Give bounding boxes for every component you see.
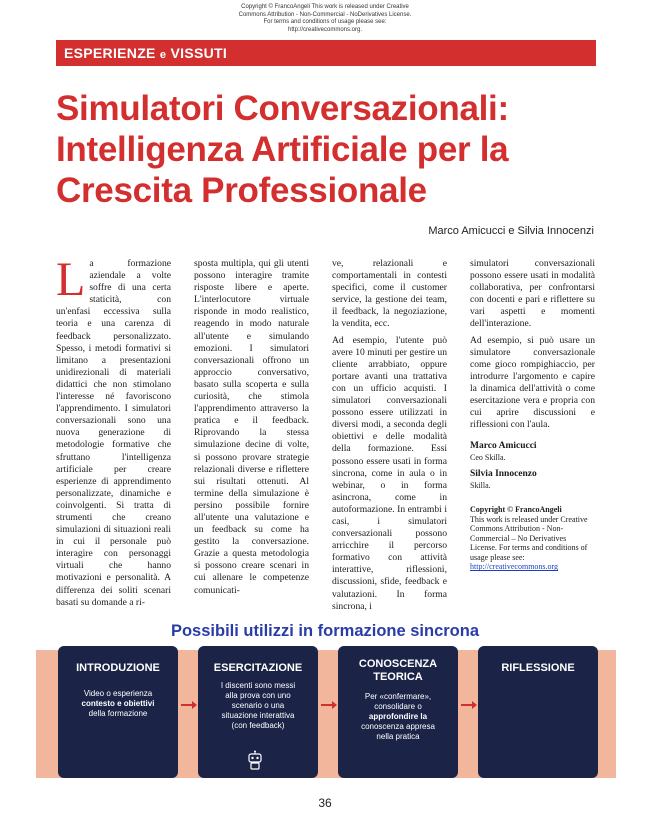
step-body — [198, 681, 318, 731]
column-text: a formazione aziendale a volte soffre di una certa staticità, con un'enfasi eccessiva sulla teoria e una carenza di feedback personalizzato. Spesso, i metodi formativi si limitano a presentazioni unidirezionali di materiali didattici che non stimolano l'interesse né favoriscono l'apprendimento. I simulatori conversazionali sono una nuova generazione di metodologie formative che sfruttano l'intelligenza artificiale per creare esperienze di apprendimento personalizzate, dinamiche e coinvolgenti. Si tratta di strumenti che creano simulazioni di situazioni reali in cui il personale può interagire con personaggi virtuali che hanno motivazioni e personalità. A differenza dei soliti scenari basati su domande a ri- — [56, 258, 171, 608]
article-column-1 — [56, 253, 171, 609]
step-line: situazione interattiva — [221, 711, 295, 720]
page-number: 36 — [318, 796, 332, 810]
step-heading-line: TEORICA — [373, 671, 423, 683]
step-heading-line: CONOSCENZA — [358, 658, 438, 670]
section-label-part1: ESPERIENZE — [64, 45, 156, 61]
signature-role: Skilla. — [470, 481, 491, 491]
title-line: Intelligenza Artificiale per la — [56, 130, 509, 169]
step-heading: ESERCITAZIONE — [213, 662, 303, 674]
license-notice — [470, 505, 595, 572]
step-line: nella pratica — [376, 732, 420, 741]
copyright-line: For terms and conditions of usage please see: — [263, 19, 387, 25]
drop-cap: L — [56, 253, 86, 306]
signature-name: Silvia Innocenzo — [470, 469, 537, 480]
arrow-right-icon — [321, 704, 335, 706]
article-column-2 — [194, 258, 309, 597]
step-line: I discenti sono messi — [220, 681, 296, 690]
step-line: Video o esperienza — [83, 689, 153, 698]
step-line: scenario o una — [231, 701, 285, 710]
article-authors: Marco Amicucci e Silvia Innocenzi — [428, 225, 594, 237]
signature-role: Ceo Skilla. — [470, 453, 506, 463]
step-line: della formazione — [88, 709, 148, 718]
section-label — [64, 45, 227, 61]
arrow-right-icon — [461, 704, 475, 706]
copyright-line: Copyright © FrancoAngeli This work is released under Creative — [241, 4, 409, 10]
copyright-line: http://creativecommons.org. — [287, 26, 363, 33]
diagram-title: Possibili utilizzi in formazione sincrona — [170, 622, 480, 640]
step-line: (con feedback) — [231, 721, 285, 730]
step-line: contesto e obiettivi — [81, 699, 155, 708]
column-text: sposta multipla, qui gli utenti possono interagire tramite risposte libere e aperte. L'interlocutore virtuale risponde in modo realistico, reagendo in modo naturale all'utente e simulando emozioni. I simulatori conversazionali offrono un approccio conversativo, basato sulla scoperta e sulla curiosità, che stimola l'apprendimento attraverso la pratica e il feedback. Riprovando la stessa simulazione decine di volte, si possono provare strategie relazionali diverse e riflettere sui risultati ottenuti. Al termine della simulazione è persino possibile fornire all'utente una valutazione e un feedback su come ha gestito la conversazione. Grazie a questa metodologia si possono creare scenari in cui allenare le competenze comunicati- — [194, 258, 309, 596]
step-heading: RIFLESSIONE — [501, 662, 575, 674]
article-title — [56, 88, 616, 211]
section-label-part2: VISSUTI — [170, 45, 228, 61]
license-link[interactable]: http://creativecommons.org — [470, 562, 559, 572]
paragraph: Ad esempio, l'utente può avere 10 minuti per gestire un cliente arrabbiato, oppure portare avanti una trattativa con un ufficio acquisti. I simulatori conversazionali possono essere utilizzati in diversi modi, a seconda degli obiettivi e delle modalità della formazione. Essi possono essere usati in forma sincrona, come in aula o in webinar, o in forma asincrona, come in autoformazione. In entrambi i casi, i simulatori conversazionali possono arricchire il percorso formativo con attività interattive, riflessioni, discussioni, sfide, feedback e valutazioni. In forma sincrona, i — [332, 334, 447, 612]
title-line: Crescita Professionale — [56, 171, 427, 210]
step-heading — [338, 658, 458, 684]
paragraph: simulatori conversazionali possono essere usati in modalità collaborativa, per confrontarsi con docenti e pari e riflettere su vari aspetti e momenti dell'interazione. — [470, 258, 595, 330]
arrow-right-icon — [181, 704, 195, 706]
paragraph: ve, relazionali e comportamentali in contesti specifici, come il customer service, la gestione dei team, il feedback, la negoziazione, la vendita, ecc. — [332, 258, 447, 330]
step-box-conoscenza-teorica — [338, 646, 458, 778]
step-line: conoscenza appresa — [361, 722, 435, 731]
article-column-4 — [470, 258, 595, 572]
signature-name: Marco Amicucci — [470, 441, 537, 452]
section-label-sep: e — [159, 49, 167, 61]
top-copyright-notice — [0, 4, 650, 34]
step-line: approfondire la — [368, 712, 428, 721]
step-line: consolidare o — [374, 702, 422, 711]
step-line: Per «confermare», — [364, 692, 432, 701]
step-body — [58, 689, 178, 719]
license-text: This work is released under Creative Commons Attribution - Non-Commercial – No Derivatives License. For terms and conditions of usage please see: — [470, 514, 588, 562]
author-signatures — [470, 441, 595, 491]
step-box-riflessione — [478, 646, 598, 778]
step-box-introduzione — [58, 646, 178, 778]
step-body — [338, 692, 458, 742]
robot-icon — [245, 750, 265, 770]
copyright-line: Commons Attribution - Non-Commercial - NoDerivatives License. — [238, 11, 412, 18]
step-heading: INTRODUZIONE — [76, 662, 160, 674]
article-column-3 — [332, 258, 447, 617]
title-line: Simulatori Conversazionali: — [56, 89, 509, 128]
paragraph: Ad esempio, si può usare un simulatore conversazionale come gioco rompighiaccio, per introdurre l'argomento e capire la dinamica dell'attività o come esercitazione vera e propria con cui aprire discussioni e riflessioni con l'aula. — [470, 334, 595, 431]
step-line: alla prova con uno — [225, 691, 291, 700]
license-heading: Copyright © FrancoAngeli — [470, 505, 562, 515]
section-banner — [56, 40, 596, 66]
